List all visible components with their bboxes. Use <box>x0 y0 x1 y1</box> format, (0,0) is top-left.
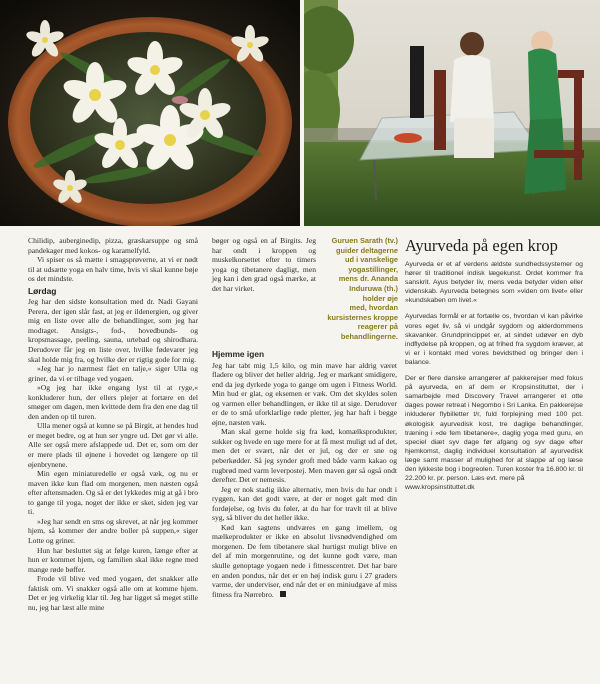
article-column-1 <box>28 236 198 612</box>
paragraph: »Jeg har sendt en sms og skrevet, at når jeg kommer hjem, så kommer der andre boller på suppen,« siger Lotte og griner. <box>28 516 198 545</box>
sidebar-paragraph-text: Der er flere danske arrangører af pakkerejser med fokus på ayurveda, en af dem er Kropsinstituttet, der i samarbejde med Discovery Travel arrangerer et otte dages power retreat i Negombo i Sri Lanka. En pakkerejse inkluderer flybilletter t/r, fuld forplejning med 100 pct. økologisk ayurvedisk kost, tre daglige behandlinger, træning i »de fem tibetanere«, daglig yoga med guru, en speciel diæt syv dage før afgang og syv dage efter hjemkomst, daglig individuel konsultation af ayurvedisk læge samt masser af mulighed for at slappe af og læse den lykkeste bog i bogreolen. Turen koster fra 16.800 kr. til 22.200 kr. pr. person. Læs evt. mere på <box>405 375 583 483</box>
paragraph: »Og jeg har ikke engang lyst til at ryge,« konkluderer hun, der ellers plejer at fortære en del smøger om dagen, men kvittede dem fra den ene dag til den anden op til turen. <box>28 383 198 421</box>
sidebar-paragraph <box>405 374 583 492</box>
end-of-article-mark <box>280 591 286 597</box>
article-column-2-top <box>212 236 316 293</box>
caption-line: Guruen Sarath (tv.) <box>331 236 398 245</box>
caption-line: behandlingerne. <box>340 331 398 341</box>
caption-line: reagerer på <box>357 322 398 332</box>
intro-paragraph: Chilidip, auberginedip, pizza, græskarsuppe og små pandekager med kokos- og karamelfyld. <box>28 236 198 255</box>
paragraph: Ulla mener også at kunne se på Birgit, at hendes hud er meget bedre, og at hun ser yngre ud. Det gør vi alle. Alle ser også mere afslappede ud. Det er, som om der er mere plads til øjnene i hovedet og længere op til øjenbrynene. <box>28 421 198 469</box>
section-heading-hjemme-igen: Hjemme igen <box>212 349 265 359</box>
flower-bowl-image <box>0 0 300 226</box>
caption-line: med, hvordan <box>349 303 398 313</box>
paragraph: bøger og også en af Birgits. Jeg har ondt i kroppen og muskelkorsettet efter to timers yoga og tibetanere dagligt, men jeg kan i den grad også mærke, at det har virket. <box>212 236 316 293</box>
paragraph: »Jeg har jo nærmest fået en talje,« siger Ulla og griner, da vi er tilbage ved yogaen. <box>28 364 198 383</box>
paragraph: Jeg har tabt mig 1,5 kilo, og min mave har aldrig været fladere og bliver det heller aldrig. Jeg er markant smidigere, end da jeg dyrkede yoga to gange om ugen i Fitness World. Min hud er glat, og eksemen er væk. Om det skyldes solen og varmen eller behandlingen, er ikke til at sige. Derudover er de to små uforklarlige røde pletter, jeg har haft i begge øjne, næsten væk. <box>212 360 397 427</box>
caption-line: holder øje <box>362 293 398 303</box>
section-heading-lordag: Lørdag <box>28 285 57 296</box>
paragraph <box>212 523 397 599</box>
caption-line: ud i vanskelige <box>345 255 398 265</box>
paragraph: Man skal gerne holde sig fra kød, komælksprodukter, sukker og hvede en uge mere for at få mest muligt ud af det, men det er svært, når det er jul, og der er sne og peberkødder. Så jeg synder groft med både varm kakao og rugbrød med varm leverpostej. Men maven gør så også ondt derefter. Det er nemesis. <box>212 427 397 485</box>
caption-line: guider deltagerne <box>335 245 398 255</box>
ayurveda-sidebar <box>405 236 583 499</box>
paragraph: Frode vil blive ved med yogaen, det snakker alle faktisk om. Vi snakker også alle om at komme hjem. Det er jeg virkelig klar til. Jeg har ligget så meget stille nu, jeg har læst alle mine <box>28 574 198 612</box>
paragraph-text: Kød kan sagtens undværes en gang imellem, og mælkeprodukter er ikke en absolut livsnødvendighed om morgenen. De fem tibetanere skal hurtigst muligt blive en del af min morgenrutine, og det kunne godt være, man skulle genoptage yogaen nede i fitnesscentret. Det har bare en anden pondus, når det er en høj indisk guru i 27 graders varme, der underviser, end når det er en miniudgave af miss fitness fra Nørrebro. <box>212 522 397 599</box>
intro-paragraph-2: Vi spiser os så mætte i smagsprøverne, at vi er nødt til at udsætte yoga en halv time, hvis vi skal kunne bøje os det mindste. <box>28 255 198 284</box>
consultation-image <box>304 0 600 226</box>
caption-line: Induruwa (th.) <box>349 283 398 293</box>
paragraph: Hun har besluttet sig at følge kuren, længe efter at hun er kommet hjem, og familien skal ikke regne med mange røde bøffer. <box>28 545 198 574</box>
consultation-photo <box>304 0 600 226</box>
paragraph: Min egen miniaturedelle er også væk, og nu er maven ikke kun flad om morgenen, men næsten også efter aftensmaden. Og så er det lykkedes mig at gå i bro to gange til yoga, noget der ikke er sket, siden jeg var ti. <box>28 469 198 517</box>
sidebar-title: Ayurveda på egen krop <box>405 236 558 255</box>
article-column-2-bottom <box>212 350 397 599</box>
caption-line: kursisternes kroppe <box>327 312 398 322</box>
website-link[interactable]: www.kropsinstituttet.dk <box>405 484 475 492</box>
sidebar-paragraph: Ayurveda er et af verdens ældste sundhedssystemer og hører til traditionel indisk lægekunst. Ordet kommer fra sanskrit. Ayus betyder liv, mens veda betyder viden eller videnskab. Ayurveda betegnes som »viden om livet« eller »kundskaben om livet.« <box>405 261 583 305</box>
caption-line: yogastillinger, <box>348 264 398 274</box>
paragraph: Jeg har den sidste konsultation med dr. Nadi Gayani Perera, der igen slår fast, at jeg er ildenergien, og giver mig en liste over alle de behandlinger, som jeg har modtaget. Ansigts-, fod-, hovedbunds- og kropsmassage, peeling, sauna, urtebad og shirodhara. Derudover får jeg en liste over, hvilke fødevarer jeg skal holde mig fra, og hvilke der er rigtig gode for mig. <box>28 297 198 364</box>
sidebar-paragraph: Ayurvedas formål er at fortælle os, hvordan vi kan påvirke vores eget liv, så vi undgår sygdom og alderdommens skavanker. Grundprincippet er, at sindet udøver en dyb indflydelse på kroppen, og at frihed fra sygdom kræver, at vi er i kontakt med vores bevidsthed og bringer den i balance. <box>405 313 583 366</box>
caption-line: mens dr. Ananda <box>338 274 398 284</box>
flower-bowl-photo <box>0 0 300 226</box>
paragraph: Jeg er nok stadig ikke alternativ, men hvis du har ondt i ryggen, kan det godt være, at der er noget galt med din fordøjelse, og hvis du føler, at du har for travlt til at blive syg, så bliver du det heller ikke. <box>212 484 397 523</box>
photo-caption <box>320 236 398 342</box>
